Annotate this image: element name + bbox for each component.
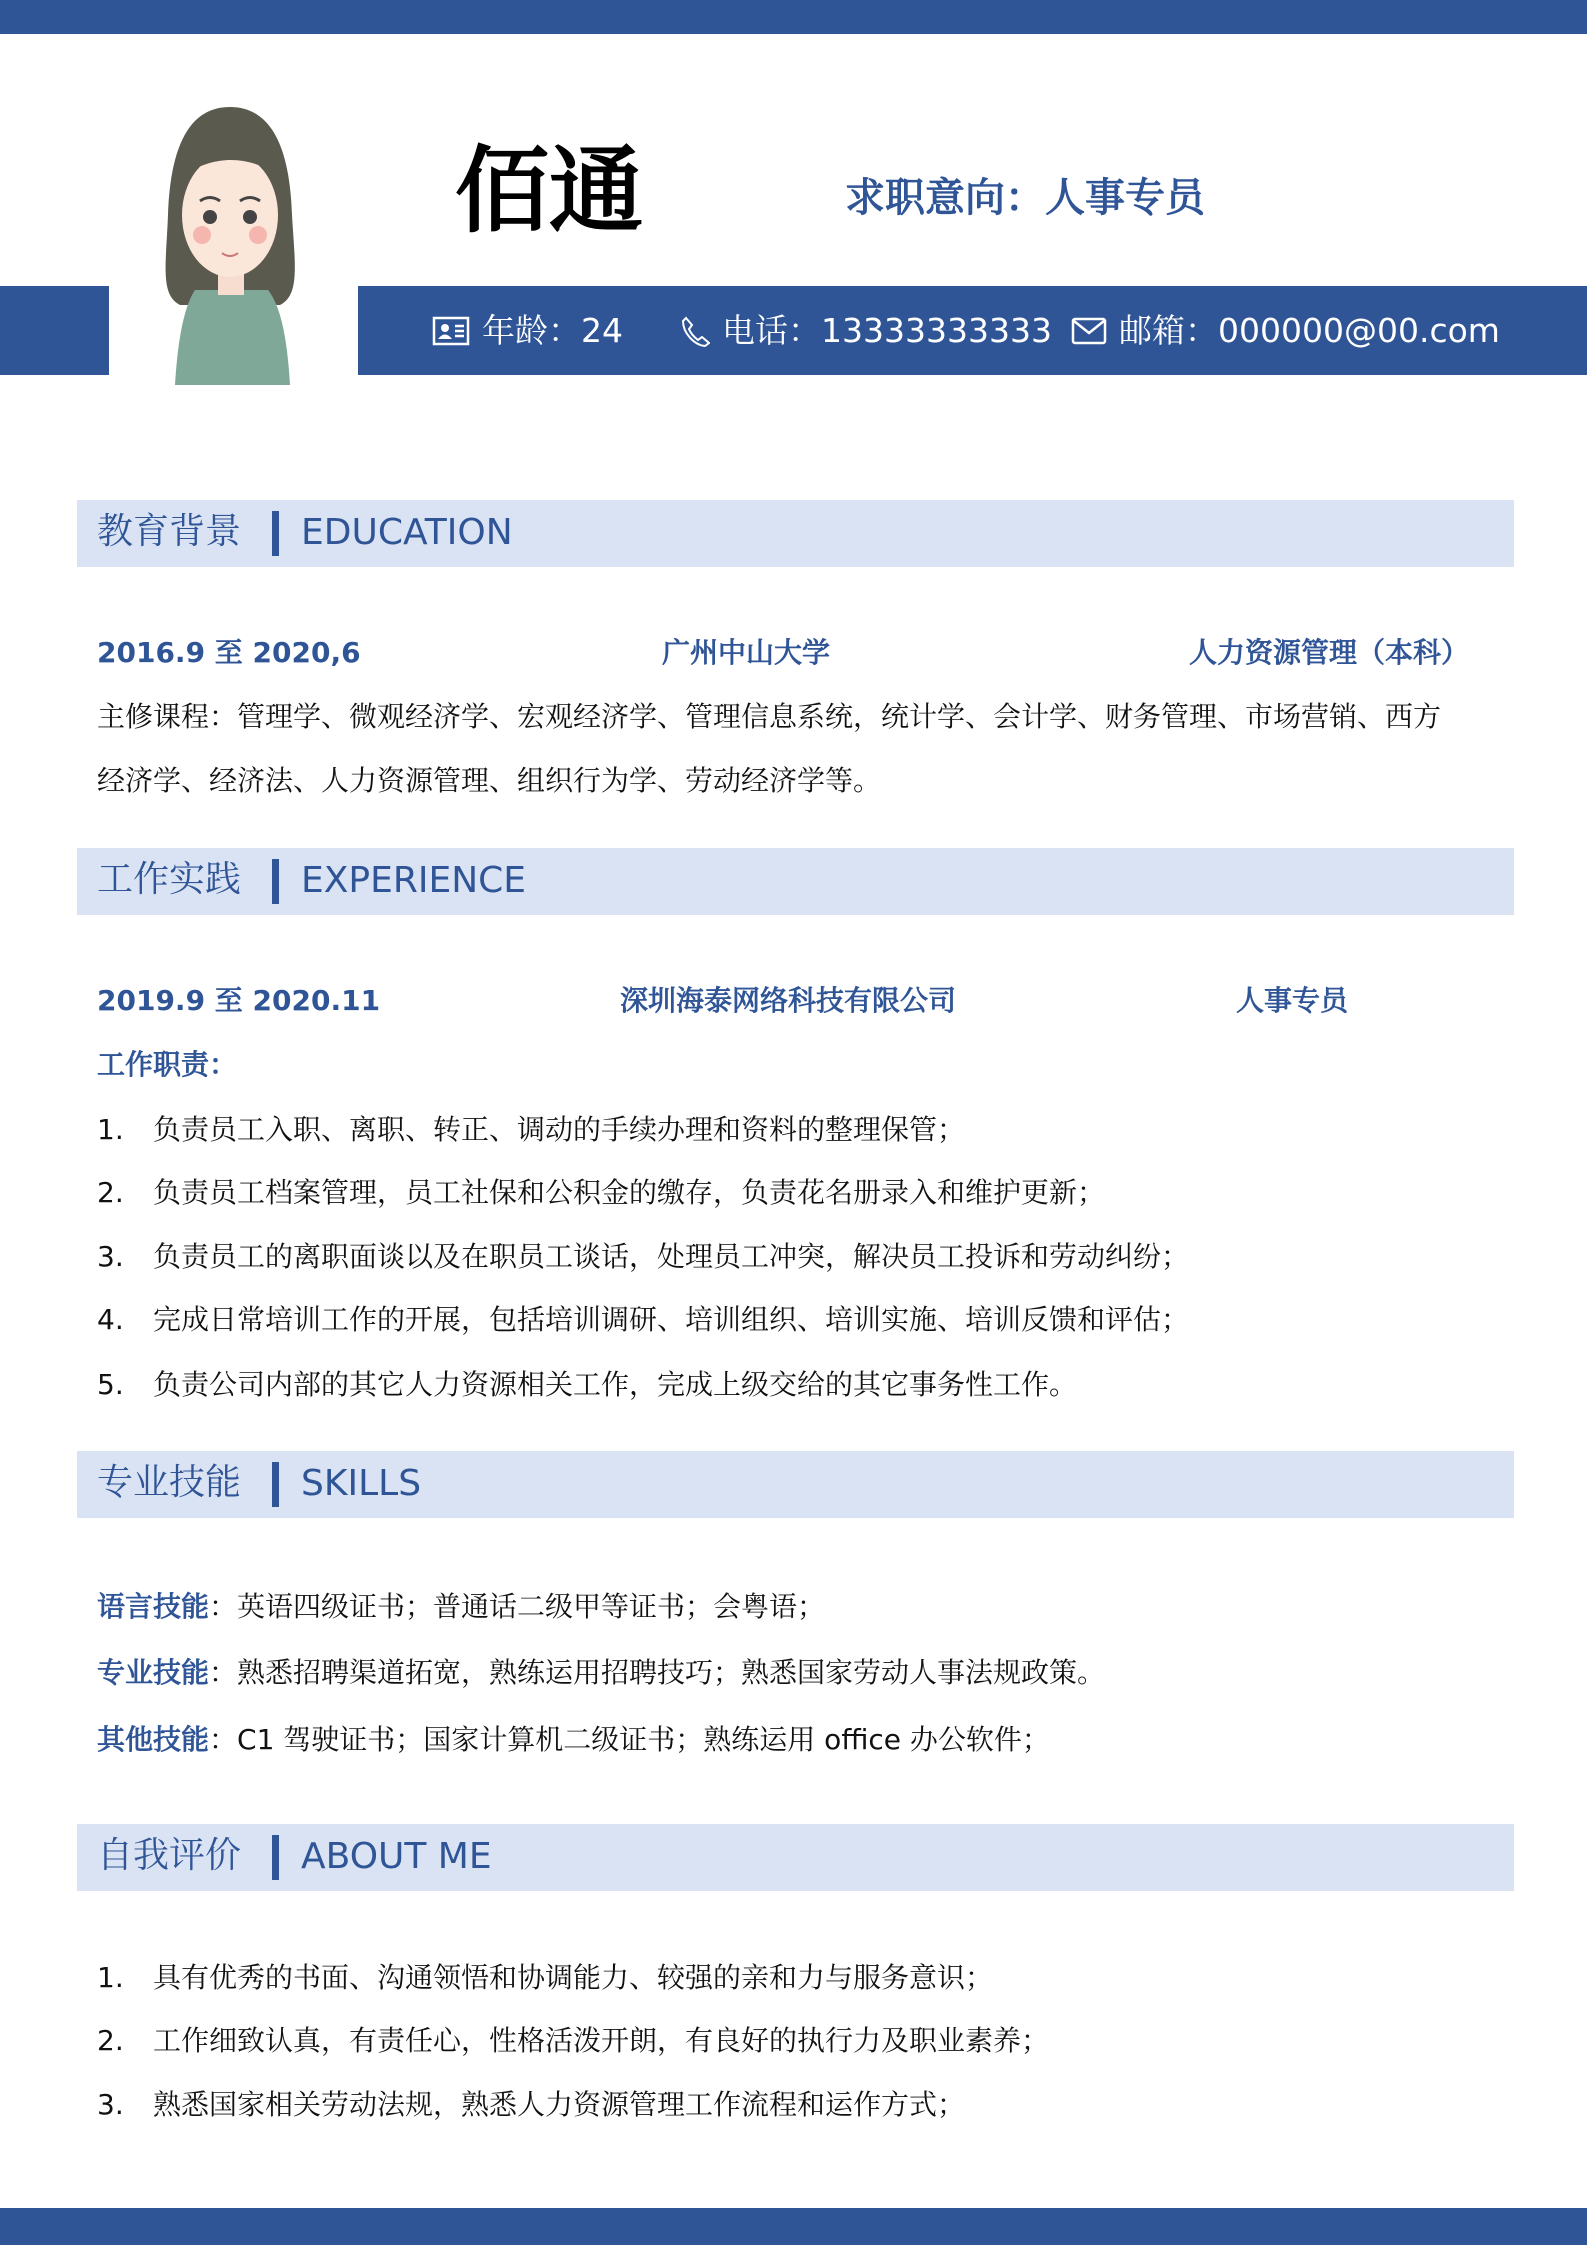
- section-title-en: SKILLS: [301, 1463, 422, 1504]
- item-text: 具有优秀的书面、沟通领悟和协调能力、较强的亲和力与服务意识；: [153, 1961, 994, 1994]
- item-number: 3.: [97, 2088, 124, 2121]
- skill-item: [97, 1590, 826, 1623]
- bottom-bar: [0, 2208, 1587, 2245]
- item-text: 完成日常培训工作的开展，包括培训调研、培训组织、培训实施、培训反馈和评估；: [153, 1303, 1190, 1336]
- section-title-cn: 教育背景: [97, 511, 242, 552]
- item-text: 负责公司内部的其它人力资源相关工作，完成上级交给的其它事务性工作。: [153, 1368, 1078, 1401]
- age-info: [432, 311, 623, 350]
- item-number: 2.: [97, 1176, 124, 1209]
- edu-courses-cont: 经济学、经济法、人力资源管理、组织行为学、劳动经济学等。: [97, 764, 882, 797]
- section-header-about: [77, 1824, 1514, 1891]
- info-band-left: [0, 286, 109, 375]
- section-divider: [272, 859, 279, 904]
- section-title-en: EDUCATION: [301, 512, 513, 553]
- skill-item: [97, 1723, 1050, 1756]
- section-title-cn: 专业技能: [97, 1462, 242, 1503]
- job-intent: 求职意向：人事专员: [845, 175, 1205, 221]
- skill-text: ：C1 驾驶证书；国家计算机二级证书；熟练运用 office 办公软件；: [209, 1723, 1050, 1756]
- item-text: 负责员工档案管理，员工社保和公积金的缴存，负责花名册录入和维护更新；: [153, 1176, 1106, 1209]
- phone-info: [680, 311, 1052, 350]
- item-text: 工作细致认真，有责任心，性格活泼开朗，有良好的执行力及职业素养；: [153, 2024, 1050, 2057]
- item-text: 熟悉国家相关劳动法规，熟悉人力资源管理工作流程和运作方式；: [153, 2088, 966, 2121]
- item-number: 2.: [97, 2024, 124, 2057]
- section-divider: [272, 1835, 279, 1880]
- id-card-icon: [432, 316, 470, 346]
- edu-major: 人力资源管理（本科）: [1189, 636, 1470, 669]
- section-title-cn: 自我评价: [97, 1835, 242, 1876]
- top-bar: [0, 0, 1587, 34]
- duties-label: 工作职责：: [97, 1048, 238, 1081]
- edu-school: 广州中山大学: [662, 636, 831, 669]
- mail-icon: [1071, 316, 1107, 346]
- section-header-education: [77, 500, 1514, 567]
- section-divider: [272, 1462, 279, 1507]
- item-text: 负责员工的离职面谈以及在职员工谈话，处理员工冲突，解决员工投诉和劳动纠纷；: [153, 1240, 1190, 1273]
- item-number: 3.: [97, 1240, 124, 1273]
- exp-company: 深圳海泰网络科技有限公司: [620, 984, 957, 1017]
- skill-text: ：熟悉招聘渠道拓宽，熟练运用招聘技巧；熟悉国家劳动人事法规政策。: [209, 1656, 1106, 1689]
- item-number: 4.: [97, 1303, 124, 1336]
- skill-label: 其他技能: [97, 1723, 210, 1756]
- avatar: [150, 105, 310, 385]
- item-text: 负责员工入职、离职、转正、调动的手续办理和资料的整理保管；: [153, 1113, 966, 1146]
- section-divider: [272, 511, 279, 556]
- section-title-en: EXPERIENCE: [301, 860, 527, 901]
- edu-period: 2016.9 至 2020,6: [97, 636, 361, 669]
- phone-icon: [680, 315, 710, 347]
- section-title-en: ABOUT ME: [301, 1836, 492, 1877]
- skill-text: ：英语四级证书；普通话二级甲等证书；会粤语；: [209, 1590, 826, 1623]
- item-number: 1.: [97, 1113, 124, 1146]
- phone-text: 电话：13333333333: [722, 311, 1052, 350]
- email-text: 邮箱：000000@00.com: [1119, 311, 1500, 350]
- edu-courses: 主修课程：管理学、微观经济学、宏观经济学、管理信息系统，统计学、会计学、财务管理、市场营销、西方: [97, 700, 1442, 733]
- email-info: [1071, 311, 1500, 350]
- skill-label: 专业技能: [97, 1656, 210, 1689]
- exp-period: 2019.9 至 2020.11: [97, 984, 381, 1017]
- age-text: 年龄：24: [482, 311, 623, 350]
- candidate-name: 佰通: [455, 137, 644, 246]
- skill-label: 语言技能: [97, 1590, 210, 1623]
- section-header-experience: [77, 848, 1514, 915]
- skill-item: [97, 1656, 1106, 1689]
- section-title-cn: 工作实践: [97, 859, 242, 900]
- item-number: 1.: [97, 1961, 124, 1994]
- section-header-skills: [77, 1451, 1514, 1518]
- exp-position: 人事专员: [1236, 984, 1349, 1017]
- item-number: 5.: [97, 1368, 124, 1401]
